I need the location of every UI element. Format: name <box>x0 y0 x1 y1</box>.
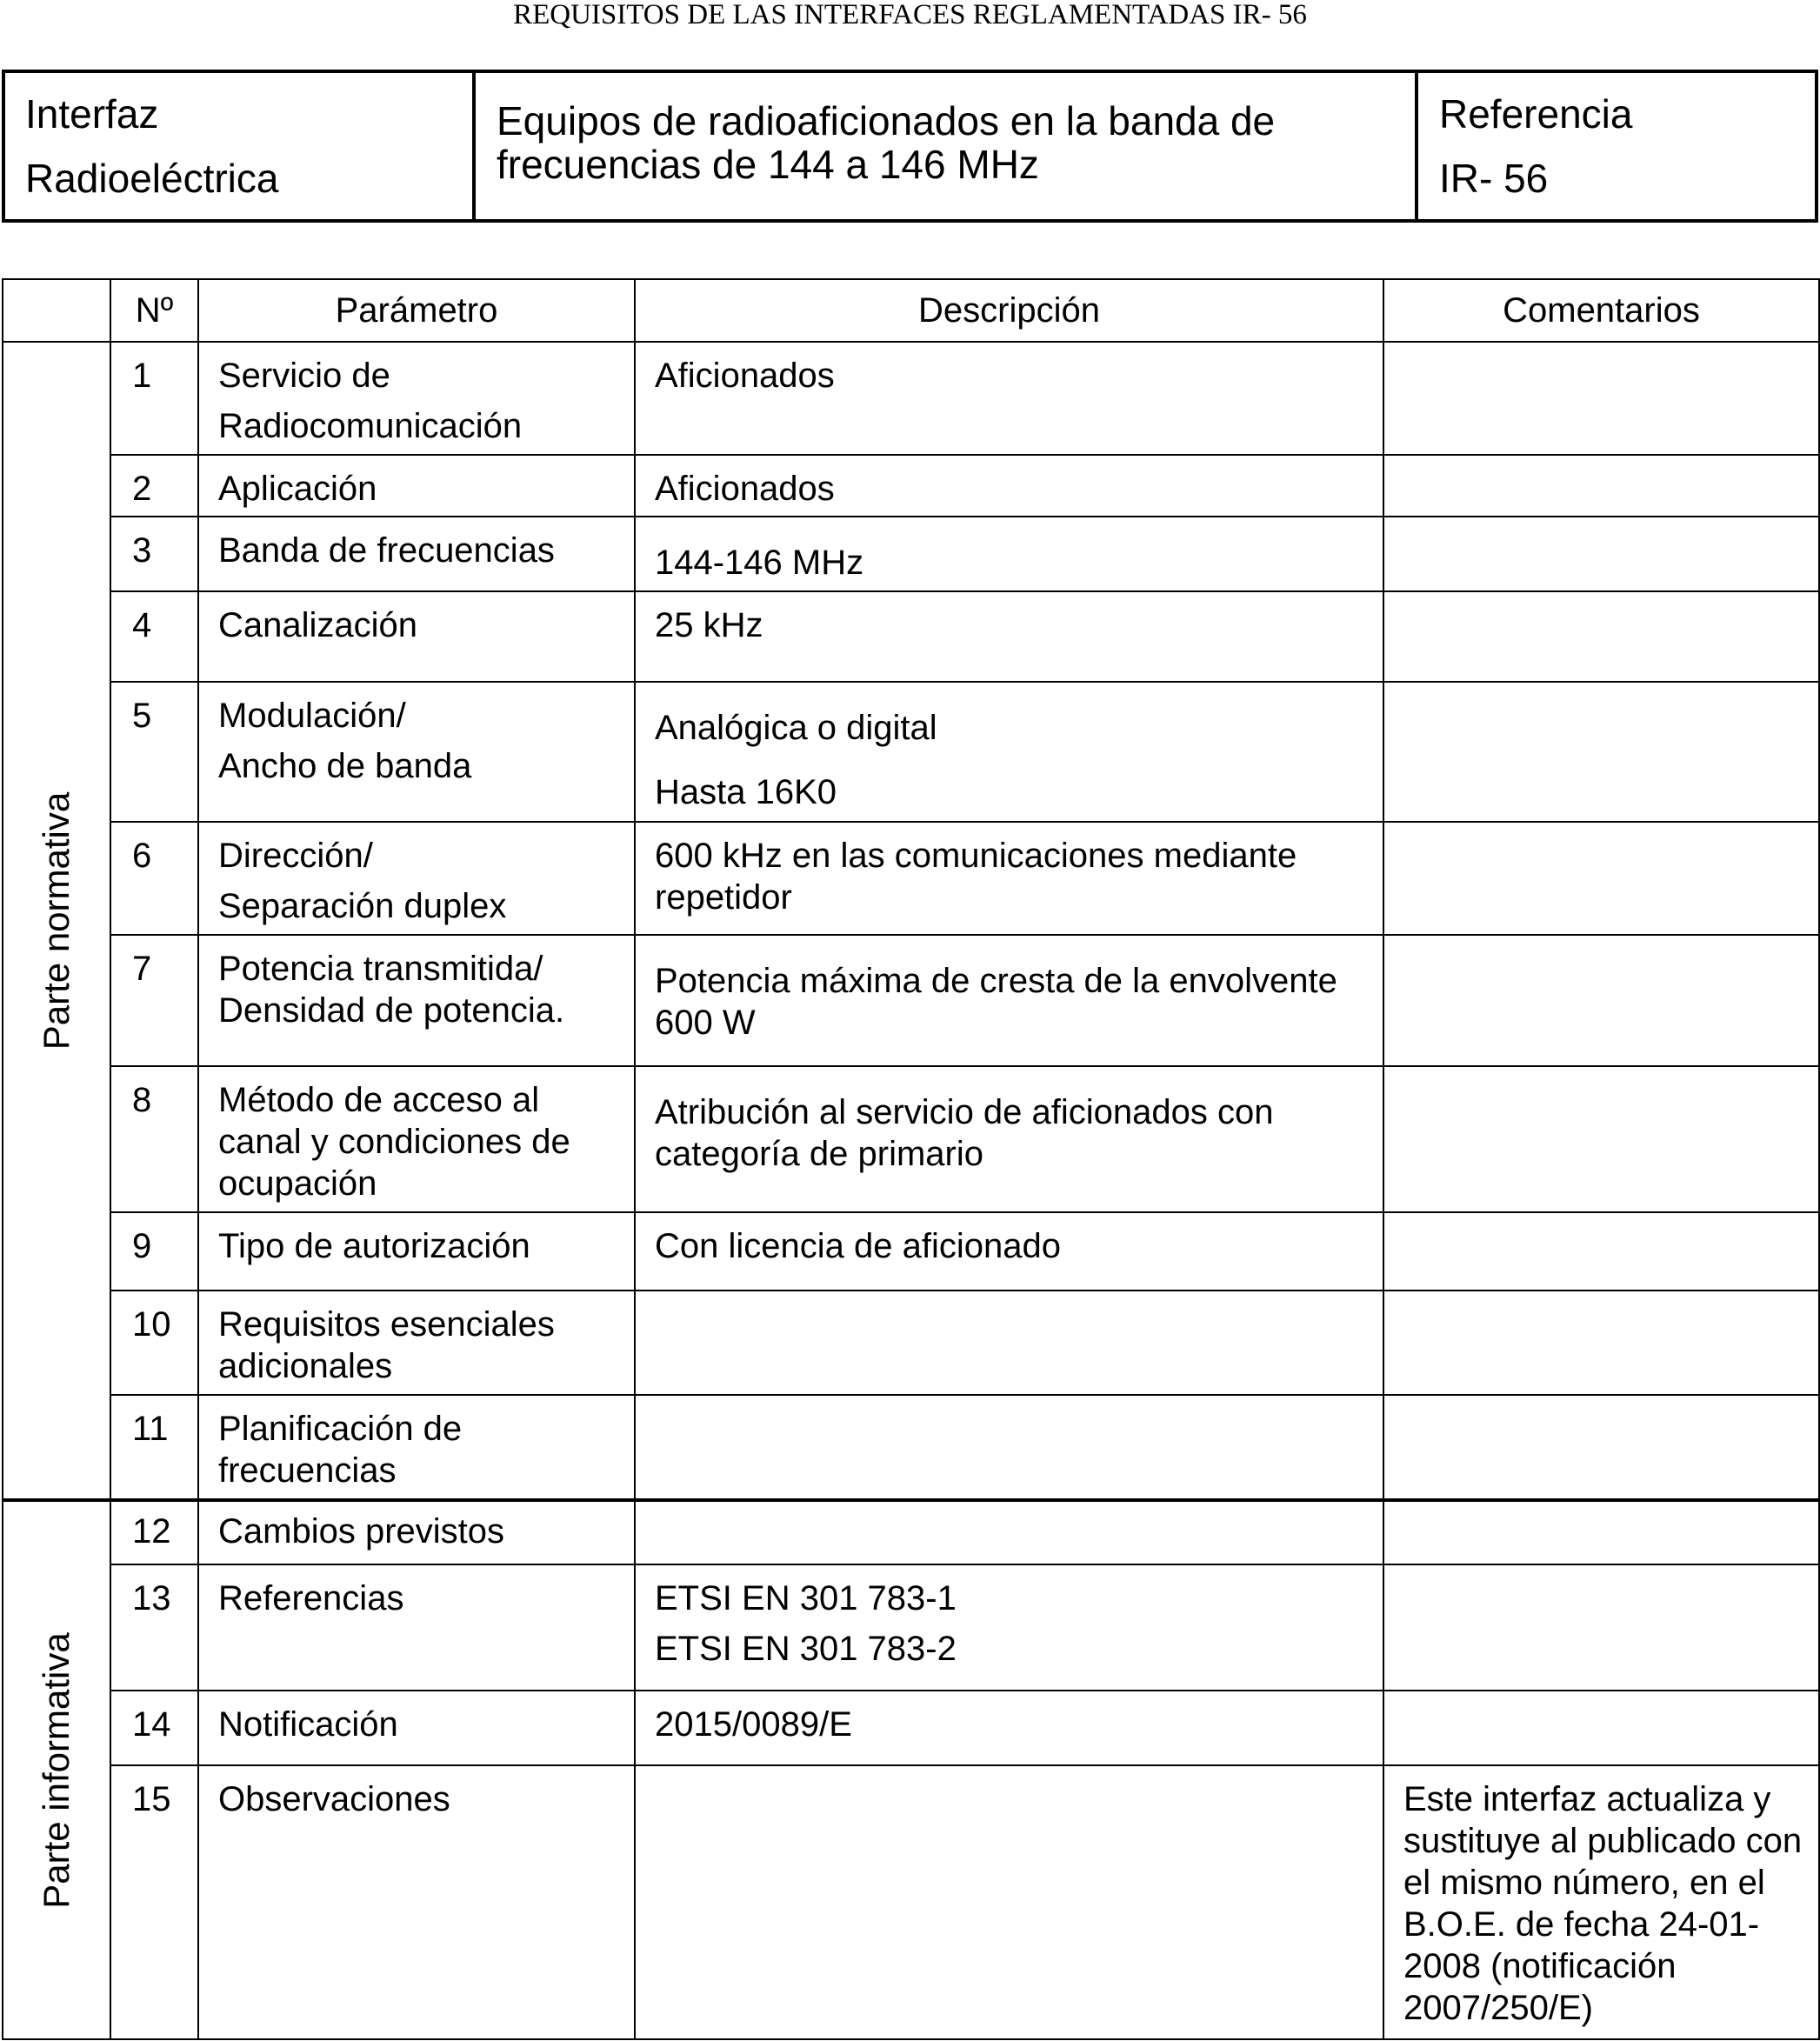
interface-cell <box>5 73 476 219</box>
row-description: 144-146 MHz <box>635 517 1383 591</box>
row-comment <box>1383 935 1819 1066</box>
row-comment <box>1383 1395 1819 1500</box>
param-line: Radiocomunicación <box>218 407 523 445</box>
equipment-cell <box>476 73 1418 219</box>
row-comment <box>1383 517 1819 591</box>
table-row <box>3 1291 1819 1395</box>
row-description: Con licencia de aficionado <box>635 1212 1383 1291</box>
row-number: 5 <box>110 682 198 822</box>
row-description: Atribución al servicio de aficionados con categoría de primario <box>635 1066 1383 1212</box>
row-description <box>635 1765 1383 2039</box>
param-line: Servicio de <box>218 357 390 395</box>
row-comment <box>1383 1564 1819 1691</box>
table-header-row <box>3 279 1819 342</box>
row-number: 4 <box>110 591 198 682</box>
row-comment <box>1383 455 1819 517</box>
reference-label: Referencia <box>1439 91 1633 137</box>
section-normative <box>3 342 110 1500</box>
row-comment <box>1383 1066 1819 1212</box>
table-row <box>3 517 1819 591</box>
row-comment <box>1383 1691 1819 1765</box>
table-row <box>3 935 1819 1066</box>
section-informative <box>3 1500 110 2039</box>
table-row <box>3 455 1819 517</box>
table-row <box>3 1564 1819 1691</box>
row-parameter <box>198 342 635 455</box>
reference-cell <box>1418 73 1816 219</box>
row-number: 6 <box>110 822 198 935</box>
table-row <box>3 591 1819 682</box>
row-parameter: Método de acceso al canal y condiciones de ocupación <box>198 1066 635 1212</box>
row-description <box>635 1395 1383 1500</box>
param-line: Dirección/ <box>218 837 373 875</box>
row-comment <box>1383 682 1819 822</box>
table-row <box>3 682 1819 822</box>
interface-line1: Interfaz <box>25 91 159 137</box>
summary-box <box>2 70 1818 223</box>
desc-line: Hasta 16K0 <box>655 773 837 811</box>
row-parameter: Aplicación <box>198 455 635 517</box>
desc-line: ETSI EN 301 783-1 <box>655 1579 957 1617</box>
row-description <box>635 682 1383 822</box>
row-number: 8 <box>110 1066 198 1212</box>
row-comment <box>1383 1500 1819 1564</box>
row-number: 1 <box>110 342 198 455</box>
row-number: 13 <box>110 1564 198 1691</box>
row-number: 10 <box>110 1291 198 1395</box>
row-parameter <box>198 822 635 935</box>
reference-value: IR- 56 <box>1439 156 1549 201</box>
table-row <box>3 1691 1819 1765</box>
row-parameter: Planificación de frecuencias <box>198 1395 635 1500</box>
desc-line: Analógica o digital <box>655 709 937 747</box>
row-comment <box>1383 822 1819 935</box>
table-row <box>3 1765 1819 2039</box>
row-comment <box>1383 591 1819 682</box>
param-line: Separación duplex <box>218 887 507 925</box>
row-comment <box>1383 342 1819 455</box>
page-header: REQUISITOS DE LAS INTERFACES REGLAMENTADAS IR- 56 <box>513 0 1307 30</box>
equipment-text: Equipos de radioaficionados en la banda de frecuencias de 144 a 146 MHz <box>497 98 1276 187</box>
header-parameter: Parámetro <box>198 279 635 342</box>
table-row <box>3 1066 1819 1212</box>
row-description <box>635 1291 1383 1395</box>
table-row <box>3 1395 1819 1500</box>
header-section <box>3 279 110 342</box>
interface-line2: Radioeléctrica <box>25 156 279 201</box>
row-description <box>635 1564 1383 1691</box>
row-description: 2015/0089/E <box>635 1691 1383 1765</box>
row-number: 7 <box>110 935 198 1066</box>
row-description: Aficionados <box>635 342 1383 455</box>
table-row <box>3 1500 1819 1564</box>
table-row <box>3 342 1819 455</box>
row-description: Potencia máxima de cresta de la envolvente 600 W <box>635 935 1383 1066</box>
row-parameter: Notificación <box>198 1691 635 1765</box>
table-row <box>3 1212 1819 1291</box>
row-number: 11 <box>110 1395 198 1500</box>
row-description <box>635 1500 1383 1564</box>
requirements-table <box>2 278 1820 2040</box>
row-parameter: Observaciones <box>198 1765 635 2039</box>
table-row <box>3 822 1819 935</box>
row-number: 15 <box>110 1765 198 2039</box>
section-informative-label: Parte informativa <box>36 1631 77 1909</box>
row-parameter: Referencias <box>198 1564 635 1691</box>
section-normative-label: Parte normativa <box>36 791 77 1050</box>
row-parameter: Requisitos esenciales adicionales <box>198 1291 635 1395</box>
row-parameter: Potencia transmitida/ Densidad de potencia. <box>198 935 635 1066</box>
row-parameter: Cambios previstos <box>198 1500 635 1564</box>
row-comment <box>1383 1291 1819 1395</box>
header-number: Nº <box>110 279 198 342</box>
row-number: 14 <box>110 1691 198 1765</box>
row-parameter <box>198 682 635 822</box>
header-comments: Comentarios <box>1383 279 1819 342</box>
row-number: 9 <box>110 1212 198 1291</box>
row-description: Aficionados <box>635 455 1383 517</box>
row-comment <box>1383 1212 1819 1291</box>
row-number: 2 <box>110 455 198 517</box>
row-parameter: Tipo de autorización <box>198 1212 635 1291</box>
desc-line: ETSI EN 301 783-2 <box>655 1630 957 1668</box>
row-parameter: Canalización <box>198 591 635 682</box>
param-line: Modulación/ <box>218 697 406 735</box>
row-number: 12 <box>110 1500 198 1564</box>
param-line: Ancho de banda <box>218 747 472 785</box>
row-description: 25 kHz <box>635 591 1383 682</box>
row-comment: Este interfaz actualiza y sustituye al publicado con el mismo número, en el B.O.E. de fecha 24-01-2008 (notificación 2007/250/E) <box>1383 1765 1819 2039</box>
row-description: 600 kHz en las comunicaciones mediante repetidor <box>635 822 1383 935</box>
header-description: Descripción <box>635 279 1383 342</box>
row-parameter: Banda de frecuencias <box>198 517 635 591</box>
row-number: 3 <box>110 517 198 591</box>
